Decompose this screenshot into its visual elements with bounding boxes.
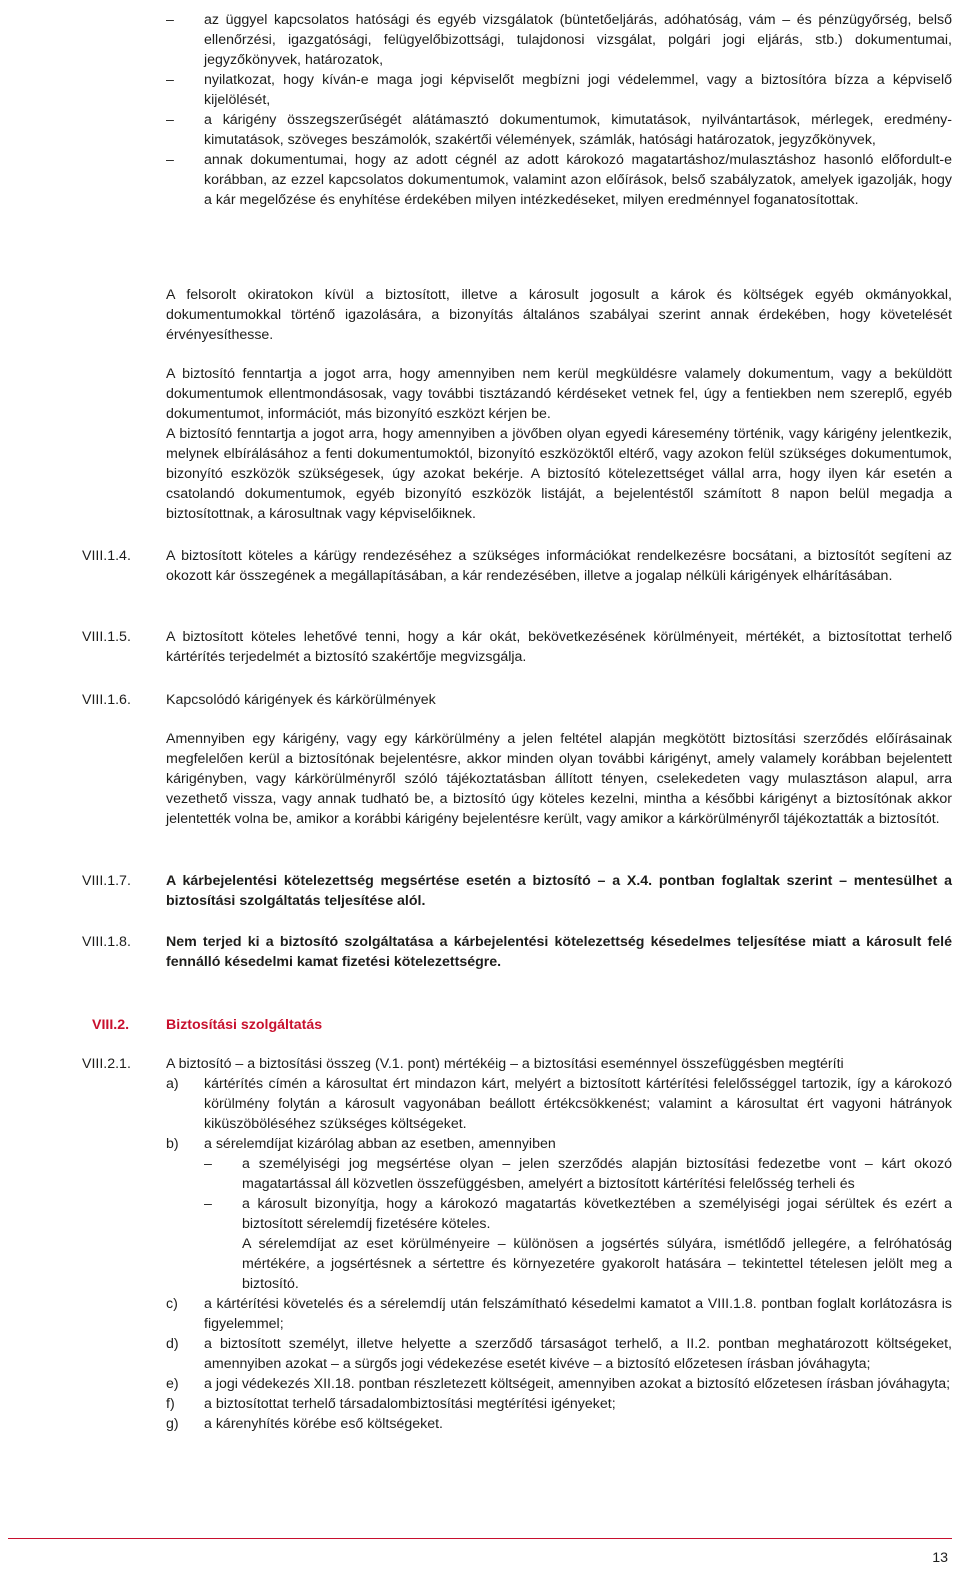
sub-list-item: – a személyiségi jog megsértése olyan – jelen szerződés alapján biztosítási fedezetbe vont – kárt okozó magatartással áll közvetlen összefüggésben, amelyért a biztosított kártérítési felelősség terheli és bbox=[204, 1156, 952, 1192]
footer-divider bbox=[8, 1538, 952, 1539]
chapter-title: Biztosítási szolgáltatás bbox=[166, 1017, 323, 1033]
page-number: 13 bbox=[932, 1550, 948, 1566]
paragraph-other-docs: A felsorolt okiratokon kívül a biztosított, illetve a károsult jogosult a károk és költségek egyéb okmányokkal, dokumentumokkal történő igazolására, a bizonyítás általános szabályai szerint annak érdekében, hogy követelését érvényesíthesse. bbox=[166, 287, 952, 343]
section-text: Nem terjed ki a biztosító szolgáltatása a kárbejelentési kötelezettség késedelmes teljesítése miatt a károsult felé fennálló késedelmi kamat fizetési kötelezettségre. bbox=[166, 934, 952, 970]
section-text: Amennyiben egy kárigény, vagy egy kárkörülmény a jelen feltétel alapján megkötött biztosítási szerződés előírásainak megfelelően kerül a biztosítónak bejelentésre, akkor minden olyan további kárigényt, amely valamely korábban bejelentett kárigényben, vagy kárkörülményről szóló tájékoztatásban állított tényen, cselekedeten vagy mulasztáson alapul, arra vezethető vissza, vagy annak tudható be, a biztosító úgy köteles kezelni, mintha a későbbi kárigényt a biztosítónak akkor jelentették volna be, amikor a korábbi kárigény bejelentésre került, vagy amikor a kárkörülményről tájékoztatták a biztosítót. bbox=[166, 731, 952, 827]
paragraph-reserve: A biztosító fenntartja a jogot arra, hogy amennyiben nem kerül megküldésre valamely dokumentum, vagy a beküldött dokumentumok ellentmondásosak, vagy további tisztázandó kérdéseket vetnek fel, úgy a fentiekben nem szereplő, egyéb dokumentumot, információt, más bizonyító eszközt kérjen be. A biztosító fenntartja a jogot arra, hogy amennyiben a jövőben olyan egyedi káresemény történik, vagy kárigény jelentkezik, melynek elbírálásához a fenti dokumentumoktól, bizonyító eszközöktől eltérő, vagy azokon felül szükséges dokumentumok, bizonyító eszközök szükségesek, úgy azokat bekérje. A biztosító kötelezettséget vállal arra, hogy ilyen kár esetén a csatolandó dokumentumok, egyéb bizonyító eszközök listáját, a bejelentéstől számított 8 napon belül megadja a biztosítottnak, a károsultnak vagy képviselőiknek. bbox=[166, 366, 952, 522]
list-item: b) a sérelemdíjat kizárólag abban az esetben, amennyiben – a személyiségi jog megsértése olyan – jelen szerződés alapján biztosítási fedezetbe vont – kárt okozó magatartással áll közvetlen összefüggésben, amelyért a biztosított kártérítési felelősség terheli és – a károsult bizonyítja, hogy a károkozó magatartás következtében a személyiségi jogai sérültek és ezért a biztosított sérelemdíj fizetésére köteles. A sérelemdíjat az eset körülményeire – különösen a jogsértés súlyára, ismétlődő jellegére, a felróhatóság mértékére, a jogsértésnek a sértettre és környezetére gyakorolt hatására – tekintettel tételesen jelölt meg a biztosító. bbox=[166, 1136, 952, 1292]
list-item: g) a kárenyhítés körébe eső költségeket. bbox=[166, 1416, 443, 1432]
section-body bbox=[166, 1054, 952, 1434]
section-number: VIII.1.4. bbox=[82, 548, 131, 564]
section-text: A biztosított köteles a kárügy rendezéséhez a szükséges információkat rendelkezésre bocsátani, a biztosítót segíteni az okozott kár összegének a megállapításában, a kár rendezésében, illetve a jogalap nélküli kárigények elhárításában. bbox=[166, 548, 952, 584]
chapter-number: VIII.2. bbox=[92, 1017, 130, 1033]
section-title: Kapcsolódó kárigények és kárkörülmények bbox=[166, 692, 436, 708]
section-intro: A biztosító – a biztosítási összeg (V.1. pont) mértékéig – a biztosítási eseménnyel összefüggésben megtéríti bbox=[166, 1056, 844, 1072]
section-number: VIII.1.6. bbox=[82, 692, 131, 708]
section-number: VIII.1.5. bbox=[82, 629, 131, 645]
sub-list-item: – a károsult bizonyítja, hogy a károkozó magatartás következtében a személyiségi jogai sérültek és ezért a biztosított sérelemdíj fizetésére köteles. A sérelemdíjat az eset körülményeire – különösen a jogsértés súlyára, ismétlődő jellegére, a felróhatóság mértékére, a jogsértésnek a sértettre és környezetére gyakorolt hatására – tekintettel tételesen jelölt meg a biztosító. bbox=[204, 1196, 952, 1292]
list-item: a) kártérítés címén a károsultat ért mindazon kárt, melyért a biztosított kártérítési felelősséggel tartozik, így a károkozó körülmény folytán a károsult vagyonában beállott értékcsökkenést; valamint a károsultat ért vagyoni hátrányok kiküszöböléséhez szükséges költségeket. bbox=[166, 1076, 952, 1132]
section-number: VIII.2.1. bbox=[82, 1056, 131, 1072]
list-item: – az üggyel kapcsolatos hatósági és egyéb vizsgálatok (büntetőeljárás, adóhatóság, vám – és pénzügyőrség, belső ellenőrzési, igazgatósági, felügyelőbizottsági, tulajdonosi vizsgálat, polgári jogi eljárás, stb.) dokumentumai, jegyzőkönyvek, határozatok, bbox=[166, 12, 952, 68]
list-item: – nyilatkozat, hogy kíván-e maga jogi képviselőt megbízni jogi védelemmel, vagy a biztosítóra bízza a képviselő kijelölését, bbox=[166, 72, 952, 108]
sub-note: A sérelemdíjat az eset körülményeire – különösen a jogsértés súlyára, ismétlődő jellegére, a felróhatóság mértékére, a jogsértésnek a sértettre és környezetére gyakorolt hatására – tekintettel tételesen jelölt meg a biztosító. bbox=[242, 1236, 952, 1292]
list-item: c) a kártérítési követelés és a sérelemdíj után felszámítható késedelmi kamatot a VIII.1.8. pontban foglalt korlátozásra is figyelemmel; bbox=[166, 1296, 952, 1332]
section-number: VIII.1.7. bbox=[82, 873, 131, 889]
section-number: VIII.1.8. bbox=[82, 934, 131, 950]
list-item: d) a biztosított személyt, illetve helyette a szerződő társaságot terhelő, a II.2. pontban meghatározott költségeket, amennyiben azokat – a sürgős jogi védekezése esetét kivéve – a biztosító előzetesen írásban jóváhagyta; bbox=[166, 1336, 952, 1372]
section-text: A kárbejelentési kötelezettség megsértése esetén a biztosító – a X.4. pontban foglaltak szerint – mentesülhet a biztosítási szolgáltatás teljesítése alól. bbox=[166, 873, 952, 909]
list-item: – a kárigény összegszerűségét alátámasztó dokumentumok, kimutatások, nyilvántartások, mérlegek, eredmény-kimutatások, szöveges beszámolók, szakértői vélemények, számlák, hatósági határozatok, jegyzőkönyvek, bbox=[166, 112, 952, 148]
section-text: A biztosított köteles lehetővé tenni, hogy a kár okát, bekövetkezésének körülményeit, mértékét, a biztosítottat terhelő kártérítés terjedelmét a biztosító szakértője megvizsgálja. bbox=[166, 629, 952, 665]
list-item: e) a jogi védekezés XII.18. pontban részletezett költségeit, amennyiben azokat a biztosító előzetesen írásban jóváhagyta; bbox=[166, 1376, 951, 1392]
list-item: f) a biztosítottat terhelő társadalombiztosítási megtérítési igényeket; bbox=[166, 1396, 616, 1412]
document-list bbox=[166, 10, 952, 210]
list-item: – annak dokumentumai, hogy az adott cégnél az adott károkozó magatartáshoz/mulasztáshoz hasonló előfordult-e korábban, az ezzel kapcsolatos dokumentumok, valamint azon előírások, belső szabályzatok, amelyek igazolják, hogy a kár megelőzése és enyhítése érdekében milyen intézkedéseket, milyen eredménnyel foganatosítottak. bbox=[166, 152, 952, 208]
